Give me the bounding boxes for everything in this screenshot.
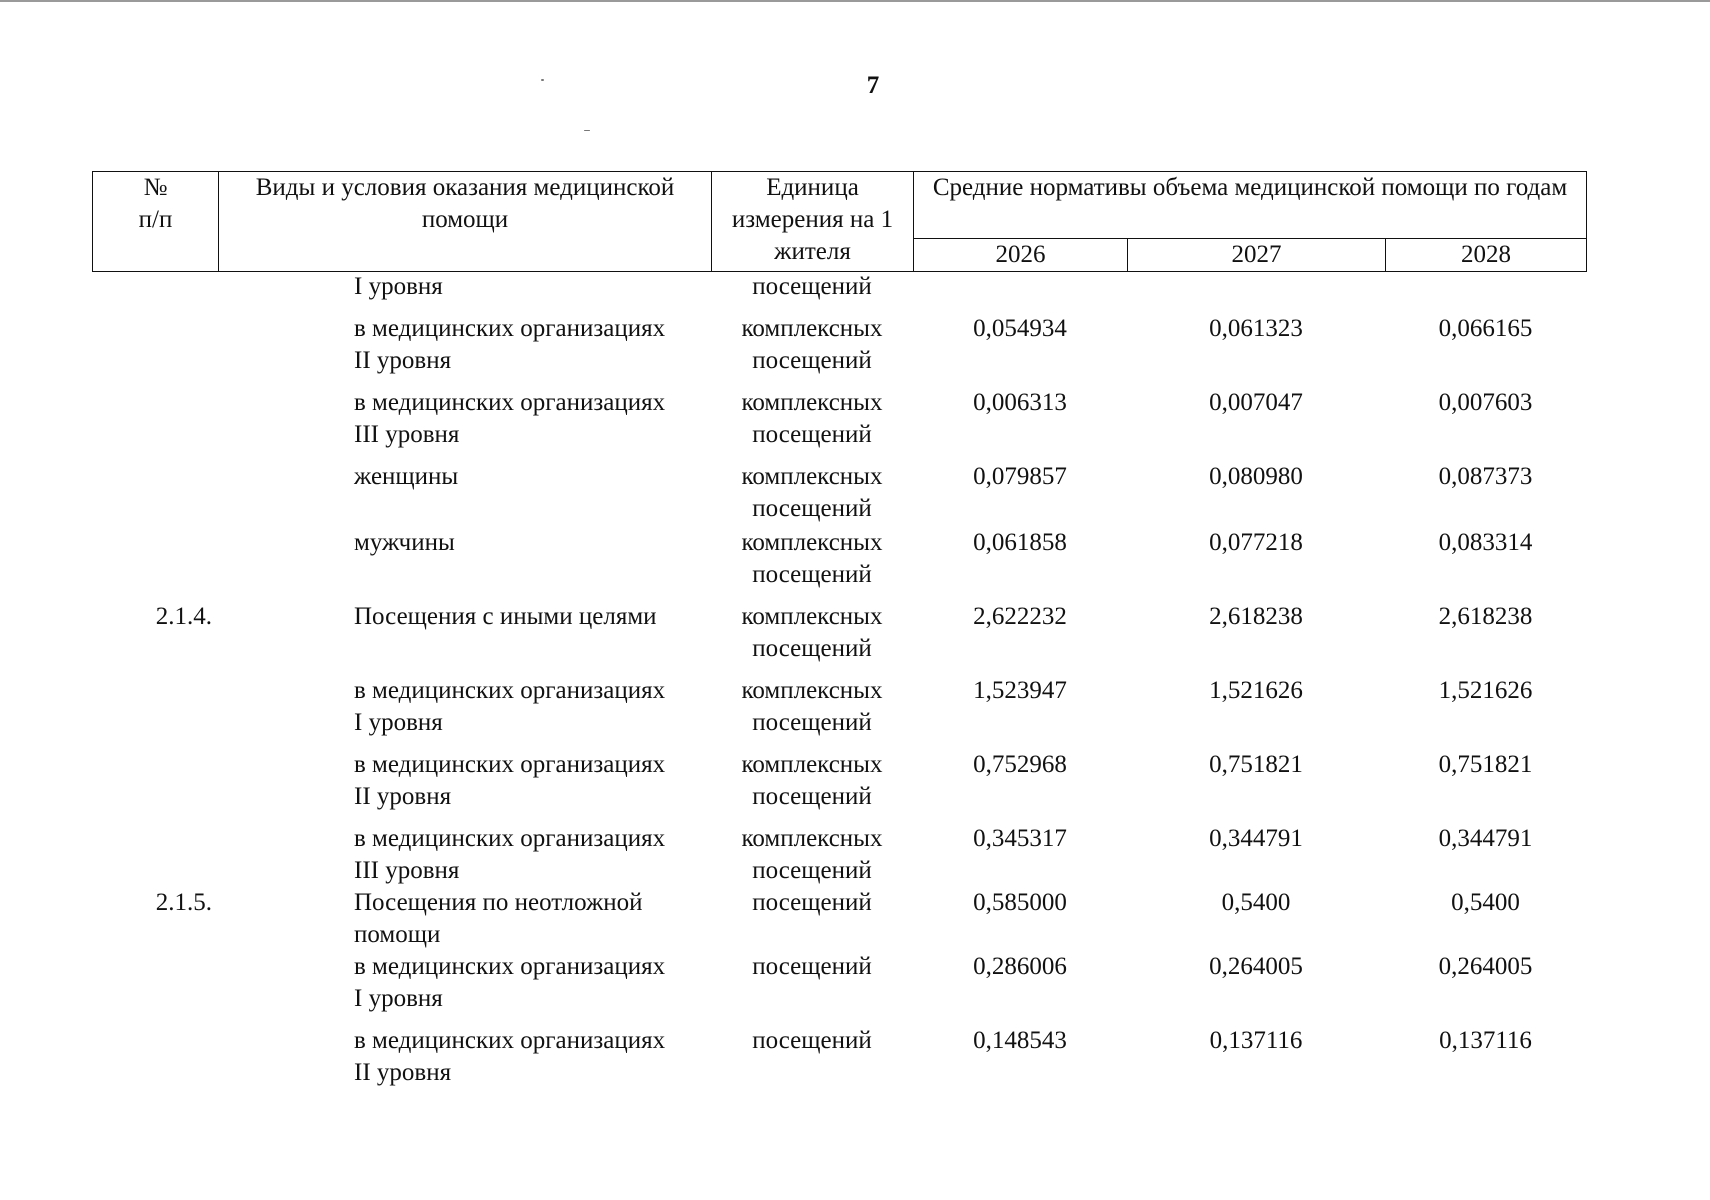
row-unit-line: посещений bbox=[752, 953, 872, 980]
row-unit bbox=[711, 951, 913, 1025]
value-2026: 0,752968 bbox=[973, 751, 1067, 778]
row-unit bbox=[711, 601, 913, 675]
value-2028: 0,344791 bbox=[1438, 825, 1533, 852]
table-row bbox=[92, 271, 1586, 313]
row-unit-line: посещений bbox=[752, 709, 872, 736]
row-unit-line: посещений bbox=[752, 857, 872, 884]
row-unit-line: посещений bbox=[752, 273, 872, 300]
row-unit bbox=[711, 387, 913, 461]
value-2026: 1,523947 bbox=[973, 677, 1067, 704]
header-unit: Единица измерения на 1 жителя bbox=[712, 172, 914, 272]
row-name-line: в медицинских организациях bbox=[354, 315, 666, 342]
row-name-line: в медицинских организациях bbox=[354, 953, 666, 980]
value-2027: 0,5400 bbox=[1221, 889, 1291, 916]
table-row bbox=[92, 313, 1586, 387]
value-2028: 0,751821 bbox=[1438, 751, 1533, 778]
value-2027: 0,137116 bbox=[1209, 1027, 1303, 1054]
table-row bbox=[92, 387, 1586, 461]
value-2028 bbox=[1385, 271, 1586, 313]
row-name bbox=[218, 313, 711, 387]
row-name-line: II уровня bbox=[354, 1059, 452, 1086]
row-unit-line: посещений bbox=[752, 783, 872, 810]
row-unit-line: комплексных bbox=[741, 751, 883, 778]
row-name-line: I уровня bbox=[354, 709, 443, 736]
row-unit-line: посещений bbox=[752, 347, 872, 374]
row-name-line: Посещения с иными целями bbox=[354, 603, 657, 630]
row-name-line: в медицинских организациях bbox=[354, 389, 666, 416]
row-number bbox=[92, 951, 218, 1025]
row-name bbox=[218, 749, 711, 823]
row-name-line: в медицинских организациях bbox=[354, 751, 666, 778]
row-name-line: II уровня bbox=[354, 783, 452, 810]
row-name-line: II уровня bbox=[354, 347, 452, 374]
table-header bbox=[92, 171, 1587, 272]
table-row bbox=[92, 823, 1586, 887]
value-2026: 0,061858 bbox=[973, 529, 1067, 556]
row-name bbox=[218, 951, 711, 1025]
row-unit bbox=[711, 313, 913, 387]
row-name bbox=[218, 675, 711, 749]
row-unit-line: комплексных bbox=[741, 315, 883, 342]
row-unit bbox=[711, 1025, 913, 1095]
row-name-line: мужчины bbox=[354, 529, 455, 556]
row-name-line: III уровня bbox=[354, 421, 460, 448]
value-2027: 0,751821 bbox=[1209, 751, 1303, 778]
row-name bbox=[218, 601, 711, 675]
row-unit bbox=[711, 675, 913, 749]
row-unit bbox=[711, 527, 913, 601]
value-2027: 0,344791 bbox=[1209, 825, 1303, 852]
value-2028: 0,007603 bbox=[1438, 389, 1533, 416]
row-name-line: в медицинских организациях bbox=[354, 677, 666, 704]
row-name-line: в медицинских организациях bbox=[354, 1027, 666, 1054]
row-unit-line: комплексных bbox=[741, 389, 883, 416]
row-number-text: 2.1.5. bbox=[155, 889, 212, 916]
page-number: 7 bbox=[866, 72, 880, 99]
value-2026: 0,079857 bbox=[973, 463, 1067, 490]
row-unit-line: комплексных bbox=[741, 463, 883, 490]
row-number bbox=[92, 887, 218, 951]
scan-dot bbox=[584, 130, 590, 131]
value-2026: 0,006313 bbox=[973, 389, 1067, 416]
row-number bbox=[92, 461, 218, 527]
value-2027: 0,264005 bbox=[1209, 953, 1303, 980]
row-number bbox=[92, 749, 218, 823]
row-name-line: I уровня bbox=[354, 273, 443, 300]
value-2026: 0,345317 bbox=[973, 825, 1067, 852]
row-unit-line: комплексных bbox=[741, 825, 883, 852]
row-unit-line: посещений bbox=[752, 561, 872, 588]
row-unit-line: посещений bbox=[752, 1027, 872, 1054]
header-number: № п/п bbox=[93, 172, 219, 272]
value-2026 bbox=[913, 271, 1127, 313]
table-row bbox=[92, 527, 1586, 601]
row-number bbox=[92, 387, 218, 461]
row-unit-line: комплексных bbox=[741, 529, 883, 556]
value-2028: 0,5400 bbox=[1451, 889, 1520, 916]
value-2028: 2,618238 bbox=[1438, 603, 1533, 630]
header-year: 2028 bbox=[1386, 238, 1587, 271]
row-number bbox=[92, 601, 218, 675]
row-unit-line: посещений bbox=[752, 421, 872, 448]
row-number bbox=[92, 313, 218, 387]
row-number bbox=[92, 527, 218, 601]
row-unit-line: посещений bbox=[752, 495, 872, 522]
row-name bbox=[218, 823, 711, 887]
value-2026: 0,286006 bbox=[973, 953, 1067, 980]
row-name-line: I уровня bbox=[354, 985, 443, 1012]
value-2028: 0,087373 bbox=[1438, 463, 1533, 490]
row-number bbox=[92, 1025, 218, 1095]
value-2026: 2,622232 bbox=[973, 603, 1067, 630]
value-2027 bbox=[1127, 271, 1385, 313]
value-2026: 0,054934 bbox=[973, 315, 1067, 342]
row-name bbox=[218, 387, 711, 461]
row-name-line: III уровня bbox=[354, 857, 460, 884]
table-row bbox=[92, 461, 1586, 527]
row-number bbox=[92, 675, 218, 749]
row-unit bbox=[711, 271, 913, 313]
header-type: Виды и условия оказания медицинской помощи bbox=[219, 172, 712, 272]
row-unit bbox=[711, 749, 913, 823]
value-2027: 0,061323 bbox=[1209, 315, 1303, 342]
value-2028: 0,137116 bbox=[1439, 1027, 1532, 1054]
header-year: 2027 bbox=[1128, 238, 1386, 271]
row-name bbox=[218, 887, 711, 951]
table-body bbox=[92, 271, 1586, 1095]
row-name bbox=[218, 461, 711, 527]
row-name-line: в медицинских организациях bbox=[354, 825, 666, 852]
table-row bbox=[92, 601, 1586, 675]
scan-dot bbox=[541, 79, 544, 81]
value-2028: 1,521626 bbox=[1438, 677, 1533, 704]
row-unit-line: комплексных bbox=[741, 677, 883, 704]
row-unit-line: посещений bbox=[752, 889, 872, 916]
value-2027: 2,618238 bbox=[1209, 603, 1303, 630]
value-2027: 0,080980 bbox=[1209, 463, 1303, 490]
row-name-line: женщины bbox=[354, 463, 459, 490]
table-row bbox=[92, 1025, 1586, 1095]
value-2028: 0,083314 bbox=[1438, 529, 1533, 556]
table-row bbox=[92, 951, 1586, 1025]
row-name bbox=[218, 527, 711, 601]
row-unit-line: посещений bbox=[752, 635, 872, 662]
table-row bbox=[92, 887, 1586, 951]
value-2028: 0,066165 bbox=[1438, 315, 1533, 342]
header-group: Средние нормативы объема медицинской помощи по годам bbox=[914, 172, 1587, 239]
row-number bbox=[92, 271, 218, 313]
value-2026: 0,585000 bbox=[973, 889, 1067, 916]
value-2027: 1,521626 bbox=[1209, 677, 1303, 704]
row-number-text: 2.1.4. bbox=[155, 603, 212, 630]
header-year: 2026 bbox=[914, 238, 1128, 271]
row-unit bbox=[711, 461, 913, 527]
table-row bbox=[92, 749, 1586, 823]
row-number bbox=[92, 823, 218, 887]
row-name bbox=[218, 271, 711, 313]
row-name bbox=[218, 1025, 711, 1095]
row-unit-line: комплексных bbox=[741, 603, 883, 630]
row-name-line: Посещения по неотложной помощи bbox=[354, 889, 643, 948]
row-unit bbox=[711, 887, 913, 951]
scan-top-edge bbox=[0, 0, 1710, 2]
value-2027: 0,077218 bbox=[1209, 529, 1303, 556]
value-2026: 0,148543 bbox=[973, 1027, 1067, 1054]
table-row bbox=[92, 675, 1586, 749]
value-2028: 0,264005 bbox=[1438, 953, 1533, 980]
value-2027: 0,007047 bbox=[1209, 389, 1303, 416]
row-unit bbox=[711, 823, 913, 887]
